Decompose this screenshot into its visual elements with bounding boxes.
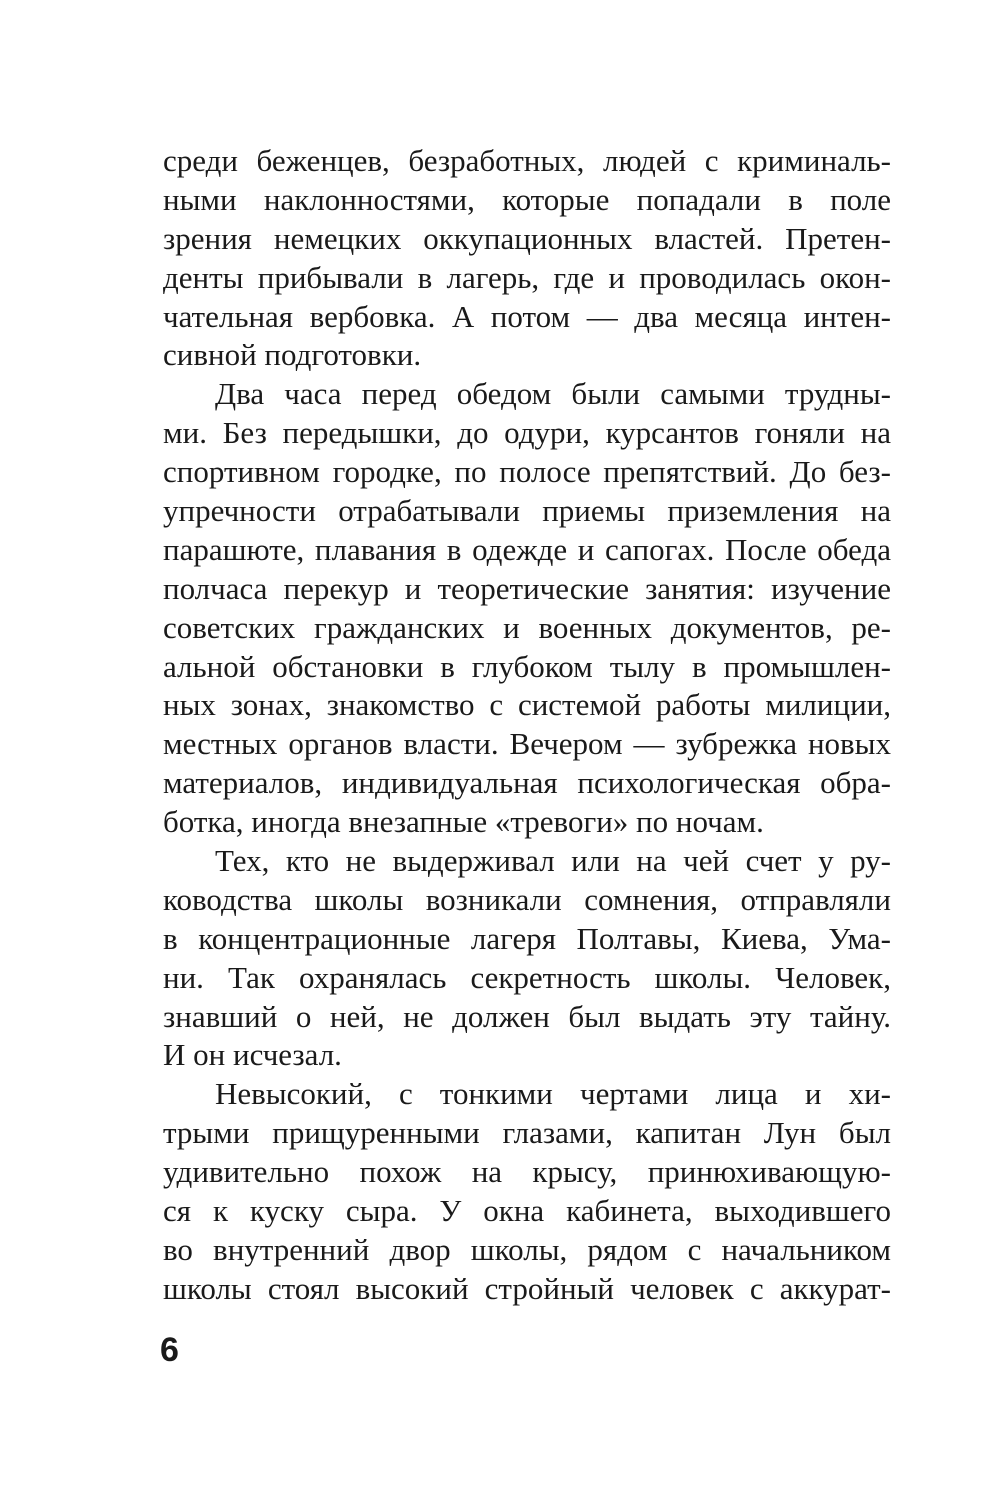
text-line: материалов, индивидуальная психологическая обра-	[163, 765, 891, 801]
text-line: трыми прищуренными глазами, капитан Лун был	[163, 1115, 891, 1151]
text-line: ми. Без передышки, до одури, курсантов гоняли на	[163, 415, 891, 451]
text-line: парашюте, плавания в одежде и сапогах. После обеда	[163, 531, 891, 567]
body-text	[163, 142, 891, 1309]
text-line: среди беженцев, безработных, людей с криминаль-	[163, 143, 891, 178]
text-line: Невысокий, с тонкими чертами лица и хи-	[215, 1076, 891, 1112]
page-number: 6	[160, 1331, 179, 1369]
text-line: И он исчезал.	[163, 1037, 342, 1073]
paragraph	[163, 142, 891, 375]
paragraph	[163, 375, 891, 842]
paragraph	[163, 842, 891, 1075]
text-line: ных зонах, знакомство с системой работы милиции,	[163, 687, 891, 723]
text-line: полчаса перекур и теоретические занятия: изучение	[163, 570, 891, 606]
text-line: ни. Так охранялась секретность школы. Человек,	[163, 959, 891, 995]
text-line: ными наклонностями, которые попадали в поле	[163, 181, 891, 217]
text-line: спортивном городке, по полосе препятствий. До без-	[163, 454, 891, 490]
text-line: школы стоял высокий стройный человек с аккурат-	[163, 1270, 891, 1306]
text-line: чательная вербовка. А потом — два месяца интен-	[163, 298, 891, 334]
text-line: удивительно похож на крысу, принюхивающую-	[163, 1154, 891, 1190]
text-line: знавший о ней, не должен был выдать эту тайну.	[163, 998, 891, 1034]
text-line: Два часа перед обедом были самыми трудны-	[215, 376, 891, 412]
text-line: Тех, кто не выдерживал или на чей счет у ру-	[215, 843, 891, 879]
text-line: ся к куску сыра. У окна кабинета, выходившего	[163, 1193, 891, 1229]
text-line: упречности отрабатывали приемы приземления на	[163, 493, 891, 529]
text-line: в концентрационные лагеря Полтавы, Киева, Ума-	[163, 920, 891, 956]
text-line: денты прибывали в лагерь, где и проводилась окон-	[163, 259, 891, 295]
text-line: альной обстановки в глубоком тылу в промышлен-	[163, 648, 891, 684]
text-line: ботка, иногда внезапные «тревоги» по ночам.	[163, 804, 764, 840]
text-line: ководства школы возникали сомнения, отправляли	[163, 881, 891, 917]
text-line: местных органов власти. Вечером — зубрежка новых	[163, 726, 891, 762]
paragraph	[163, 1075, 891, 1308]
text-line: сивной подготовки.	[163, 337, 422, 373]
text-line: советских гражданских и военных документов, ре-	[163, 609, 891, 645]
text-line: зрения немецких оккупационных властей. Претен-	[163, 220, 891, 256]
text-line: во внутренний двор школы, рядом с начальником	[163, 1231, 891, 1267]
